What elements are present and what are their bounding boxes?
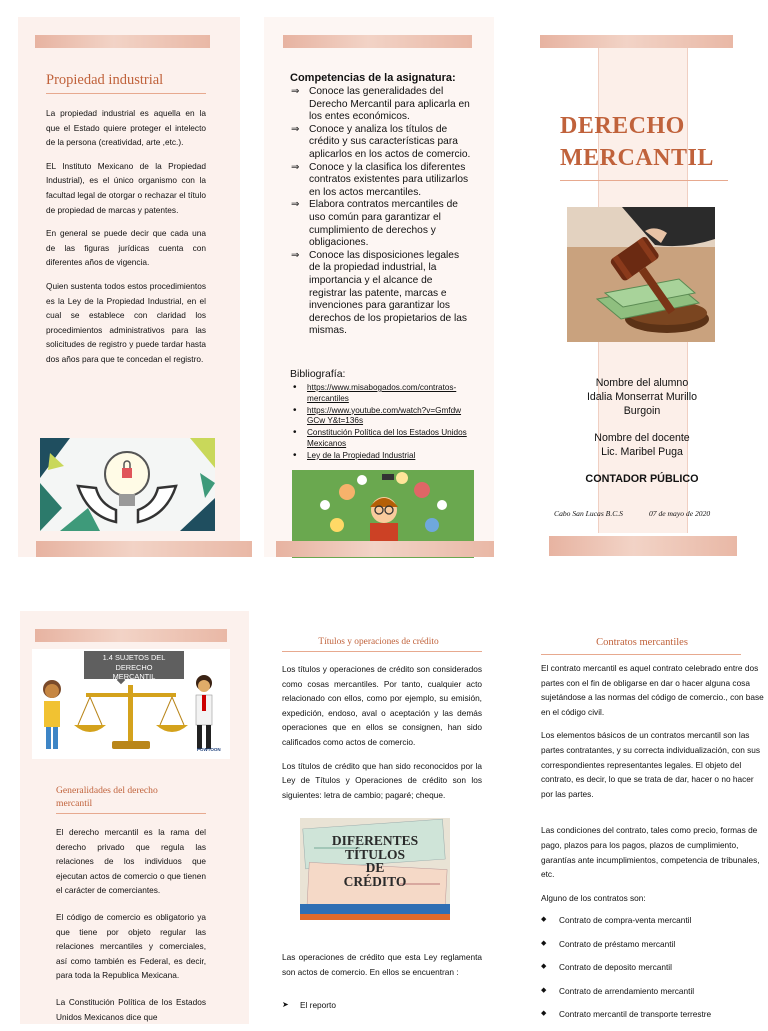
section-title [56, 784, 158, 810]
contratos-list [541, 913, 766, 1031]
cover-date: 07 de mayo de 2020 [649, 509, 711, 518]
title-divider [541, 654, 741, 655]
competencias-list [289, 86, 471, 338]
bibliografia-link[interactable] [289, 406, 479, 428]
powtoon-logo: POWTOON [197, 747, 221, 752]
sujetos-caption [84, 653, 184, 682]
decorative-bar [276, 541, 494, 557]
cover-title [560, 110, 714, 174]
arrow-bullet-icon: ➤ [282, 1000, 289, 1009]
alumno-name-line2: Burgoin [623, 405, 661, 417]
image-text-line2: TÍTULOS [344, 846, 406, 862]
panel-portada [540, 17, 744, 557]
paragraph: El código de comercio es obligatorio ya que tiene por objeto regular las relaciones mercantiles y comerciales, así como también es Federal, es decir, para toda la Republica Mexicana. [56, 911, 206, 981]
bibliografia-link[interactable] [289, 451, 479, 462]
title-divider [56, 813, 206, 814]
title-divider [282, 651, 482, 652]
link-constitucion[interactable]: Constitución Política del los Estados Unidos Mexicanos [307, 428, 467, 448]
link-misabogados[interactable]: https://www.misabogados.com/contratos-mercantiles [307, 383, 457, 403]
sujetos-caption-line1: 1.4 SUJETOS DEL DERECHO [102, 653, 166, 672]
decorative-bar [549, 536, 737, 556]
hands-lightbulb-illustration [40, 438, 215, 531]
cover-title-line1: DERECHO [560, 113, 685, 139]
section-title-line2: mercantil [56, 798, 93, 809]
cover-place: Cabo San Lucas B.C.S [554, 509, 623, 518]
section-title-line1: Generalidades del derecho [56, 785, 158, 796]
paragraph: El derecho mercantil es la rama del derecho privado que regula las relaciones de los individuos que ejecutan actos de comercio o que tienen el carácter de comerciantes. [56, 827, 206, 896]
bibliografia-link[interactable] [289, 383, 479, 405]
bibliografia-label: Bibliografía: [290, 368, 346, 380]
link-youtube[interactable]: https://www.youtube.com/watch?v=Gmfdw GCw Y&t=136s [307, 405, 462, 426]
section-title: Títulos y operaciones de crédito [318, 637, 439, 647]
decorative-bar [540, 35, 733, 48]
hands-lightbulb-image [40, 438, 215, 531]
paragraph: EL Instituto Mexicano de la Propiedad Industrial), es el único organismo con la facultad legal de otorgar o rechazar el título de propiedad de marcas y patentes. [46, 160, 206, 215]
bibliografia-list [289, 383, 479, 463]
alumno-label: Nombre del alumno [595, 377, 689, 389]
competencias-heading: Competencias de la asignatura: [290, 72, 456, 84]
decorative-bar [35, 629, 227, 642]
image-text-line3: DE [365, 860, 385, 875]
operacion-item [282, 1000, 482, 1010]
operacion-label: El reporto [300, 1000, 336, 1010]
docente-label: Nombre del docente [594, 432, 690, 444]
carrera: CONTADOR PÚBLICO [585, 473, 699, 485]
titulos-credito-text [300, 834, 450, 888]
bibliografia-link[interactable] [289, 428, 479, 450]
contrato-item: ◆ Contrato de arrendamiento mercantil [541, 984, 766, 998]
competencia-item: ⇒ Conoce y analiza los títulos de crédito y sus características para aplicarlos en los actos de comercio. [289, 124, 471, 162]
competencia-item: ⇒ Conoce y la clasifica los diferentes contratos existentes para utilizarlos en los actos mercantiles. [289, 162, 471, 200]
title-divider [560, 180, 728, 181]
cover-title-line2: MERCANTIL [560, 145, 714, 171]
image-text-line4: CRÉDITO [343, 873, 407, 889]
panel-contratos [537, 625, 768, 1024]
gavel-illustration [567, 207, 715, 342]
paragraph: Alguno de los contratos son: [541, 892, 646, 903]
decorative-bar [283, 35, 472, 48]
title-divider [46, 93, 206, 94]
operaciones-list [282, 1000, 482, 1010]
paragraph: Quien sustenta todos estos procedimientos es la Ley de la Propiedad Industrial, en el cual se establece con claridad los procedimientos administrativos para las solicitudes de registro y puede tardar hasta dos años para que te concedan el registro. [46, 280, 206, 364]
paragraph: La Constitución Política de los Estados Unidos Mexicanos dice que [56, 996, 206, 1022]
contrato-item: ◆ Contrato de compra-venta mercantil [541, 913, 766, 927]
paragraph: Las operaciones de crédito que esta Ley reglamenta son actos de comercio. En ellos se encuentran : [282, 952, 482, 977]
contrato-item: ◆ Contrato de deposito mercantil [541, 960, 766, 974]
competencia-item: ⇒ Conoce las disposiciones legales de la propiedad industrial, la importancia y el alcance de registrar las patente, marcas e invenciones para garantizar los derechos de los propietarios de las mismas. [289, 250, 471, 338]
link-ley-propiedad[interactable]: Ley de la Propiedad Industrial [307, 450, 416, 460]
panel-generalidades [20, 611, 249, 1024]
cover-info [540, 376, 744, 486]
titulos-credito-image [300, 818, 450, 920]
competencia-item: ⇒ Conoce las generalidades del Derecho Mercantil para aplicarla en los entes económicos. [289, 86, 471, 124]
contrato-item: ◆ Contrato de préstamo mercantil [541, 937, 766, 951]
section-title: Propiedad industrial [46, 72, 164, 88]
section-title: Contratos mercantiles [596, 637, 688, 648]
alumno-name-line1: Idalia Monserrat Murillo [586, 391, 698, 403]
decorative-bar [36, 541, 252, 557]
paragraph: Las condiciones del contrato, tales como precio, formas de pago, plazos para los pagos, plazos de cumplimiento, garantías ante incumplimientos, competencia de tribunales, etc. [541, 825, 760, 880]
contrato-item: ◆ Contrato mercantil de transporte terrestre [541, 1007, 766, 1021]
paragraph: Los títulos de crédito que han sido reconocidos por la Ley de Títulos y Operaciones de crédito son los siguientes: letra de cambio; pagaré; cheque. [282, 760, 482, 800]
paragraph: Los títulos y operaciones de crédito son considerados como cosas mercantiles. Por tanto, cualquier acto relacionado con ellos, como por ejemplo, su emisión, expedición, endoso, aval o aceptación y las demás operaciones que en ellos se consignen, han sido calificados como actos de comercio. [282, 664, 482, 747]
sujetos-image [32, 649, 230, 759]
image-text-line1: DIFERENTES [331, 833, 419, 848]
paragraph: El contrato mercantil es aquel contrato celebrado entre dos partes con el fin de obligarse en dar o hacer alguna cosa sujetándose a las normas del código de comercio., con base en el código civil. [541, 663, 764, 717]
docente-name: Lic. Maribel Puga [601, 446, 683, 458]
competencia-item: ⇒ Elabora contratos mercantiles de uso común para garantizar el cumplimiento de derechos y obligaciones. [289, 199, 471, 249]
decorative-bar [35, 35, 210, 48]
gavel-money-image [567, 207, 715, 342]
panel-titulos-credito [276, 625, 494, 1024]
paragraph: La propiedad industrial es aquella en la que el Estado quiere proteger el intelecto de la persona (creatividad, arte ,etc.). [46, 108, 206, 148]
paragraph: En general se puede decir que cada una de las figuras jurídicas cuenta con diferentes años de vigencia. [46, 228, 206, 268]
paragraph: Los elementos básicos de un contratos mercantil son las partes contratantes, y su correcta individualización, con sus correspondientes representantes legales. El objeto del contrato, es decir, lo que se trata de dar, hacer o no hacer por las partes. [541, 730, 761, 799]
sujetos-caption-line2: MERCANTIL [112, 672, 156, 681]
